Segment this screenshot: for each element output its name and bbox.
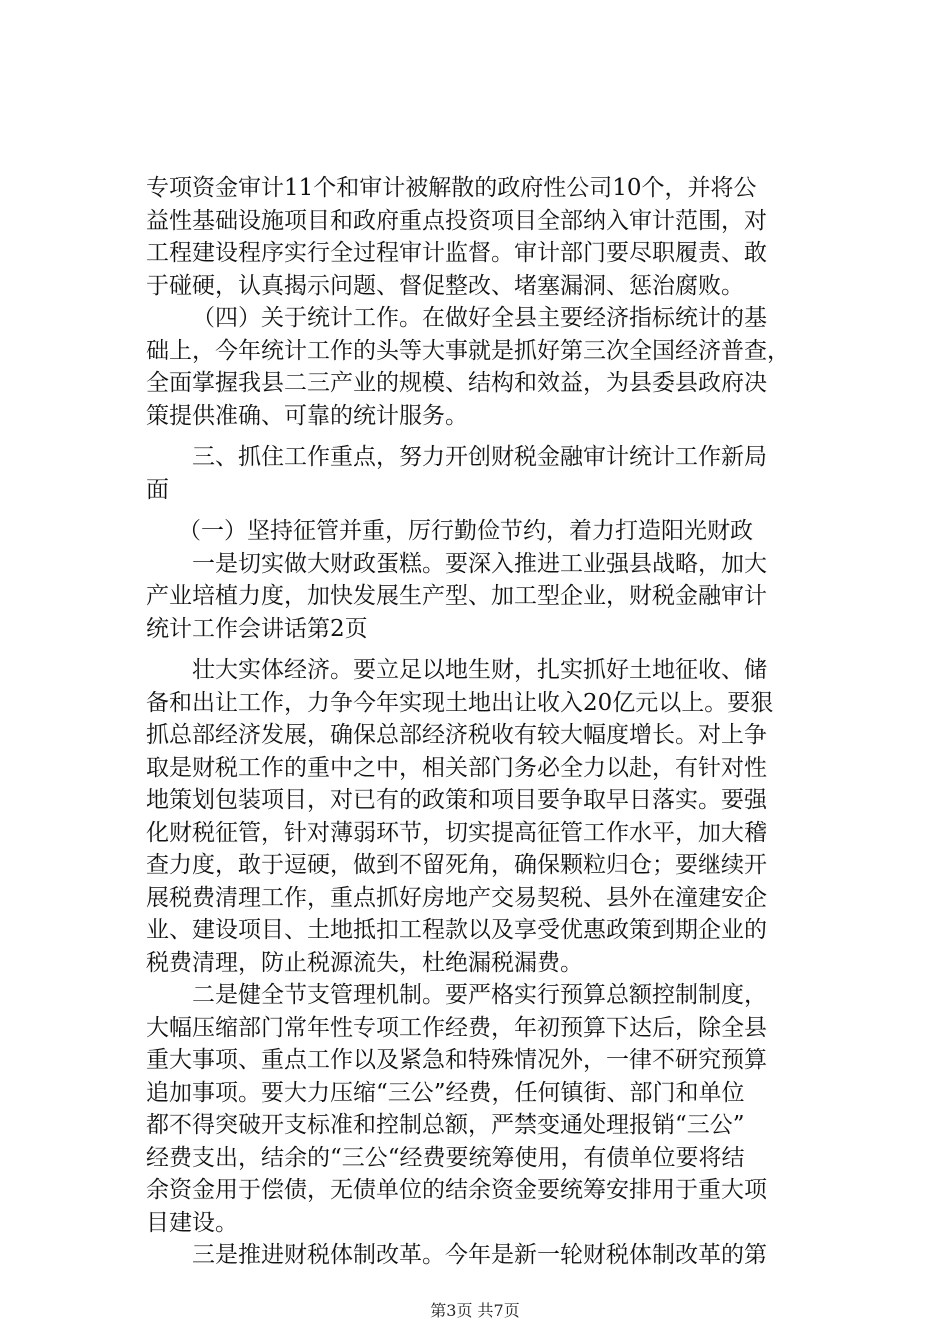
document-body <box>146 172 836 1272</box>
text-line: 查力度，敢于逗硬，做到不留死角，确保颗粒归仓；要继续开 <box>146 852 767 878</box>
text-line: 追加事项。要大力压缩“三公”经费，任何镇街、部门和单位 <box>146 1079 745 1106</box>
text-line: 产业培植力度，加快发展生产型、加工型企业，财税金融审计 <box>146 583 767 609</box>
text-line: 税费清理，防止税源流失，杜绝漏税漏费。 <box>146 949 583 976</box>
text-line: 备和出让工作，力争今年实现土地出让收入20亿元以上。要狠 <box>146 689 774 716</box>
page-number-label: 第3页 共7页 <box>430 1301 520 1320</box>
text-line: （四）关于统计工作。在做好全县主要经济指标统计的基 <box>192 305 767 331</box>
text-line: 展税费清理工作，重点抓好房地产交易契税、县外在潼建安企 <box>146 884 767 911</box>
text-line: 经费支出，结余的“三公“经费要统筹使用，有债单位要将结 <box>146 1144 745 1171</box>
text-line: 二是健全节支管理机制。要严格实行预算总额控制制度， <box>192 982 767 1008</box>
text-line: 地策划包装项目，对已有的政策和项目要争取早日落实。要强 <box>146 787 767 813</box>
section-heading-line: 面 <box>146 476 169 503</box>
subsection-heading-line: （一）坚持征管并重，厉行勤俭节约，着力打造阳光财政 <box>178 518 753 544</box>
text-line: 策提供准确、可靠的统计服务。 <box>146 402 468 429</box>
section-heading-line: 三、抓住工作重点，努力开创财税金融审计统计工作新局 <box>192 444 767 470</box>
text-line: 化财税征管，针对薄弱环节，切实提高征管工作水平，加大稽 <box>146 819 767 846</box>
text-line: 都不得突破开支标准和控制总额，严禁变通处理报销“三公” <box>146 1112 745 1138</box>
text-line: 础上，今年统计工作的头等大事就是抓好第三次全国经济普查， <box>146 337 790 364</box>
page-footer <box>0 1301 950 1321</box>
text-line: 重大事项、重点工作以及紧急和特殊情况外，一律不研究预算 <box>146 1047 767 1073</box>
text-line: 目建设。 <box>146 1209 238 1236</box>
text-line: 业、建设项目、土地抵扣工程款以及享受优惠政策到期企业的 <box>146 917 767 943</box>
text-line: 益性基础设施项目和政府重点投资项目全部纳入审计范围，对 <box>146 207 767 234</box>
text-line: 专项资金审计11个和审计被解散的政府性公司10个，并将公 <box>146 175 757 201</box>
text-line: 工程建设程序实行全过程审计监督。审计部门要尽职履责、敢 <box>146 240 767 266</box>
text-line: 大幅压缩部门常年性专项工作经费，年初预算下达后，除全县 <box>146 1014 767 1041</box>
text-line: 壮大实体经济。要立足以地生财，扎实抓好土地征收、储 <box>192 657 767 683</box>
text-line: 全面掌握我县二三产业的规模、结构和效益，为县委县政府决 <box>146 370 767 396</box>
text-line: 取是财税工作的重中之中，相关部门务必全力以赴，有针对性 <box>146 754 767 781</box>
text-line: 抓总部经济发展，确保总部经济税收有较大幅度增长。对上争 <box>146 722 767 748</box>
text-line: 三是推进财税体制改革。今年是新一轮财税体制改革的第 <box>192 1242 767 1268</box>
text-line: 于碰硬，认真揭示问题、督促整改、堵塞漏洞、惩治腐败。 <box>146 272 744 299</box>
text-line: 余资金用于偿债，无债单位的结余资金要统筹安排用于重大项 <box>146 1177 767 1203</box>
text-line: 统计工作会讲话第2页 <box>146 615 368 642</box>
text-line: 一是切实做大财政蛋糕。要深入推进工业强县战略，加大 <box>192 550 767 577</box>
